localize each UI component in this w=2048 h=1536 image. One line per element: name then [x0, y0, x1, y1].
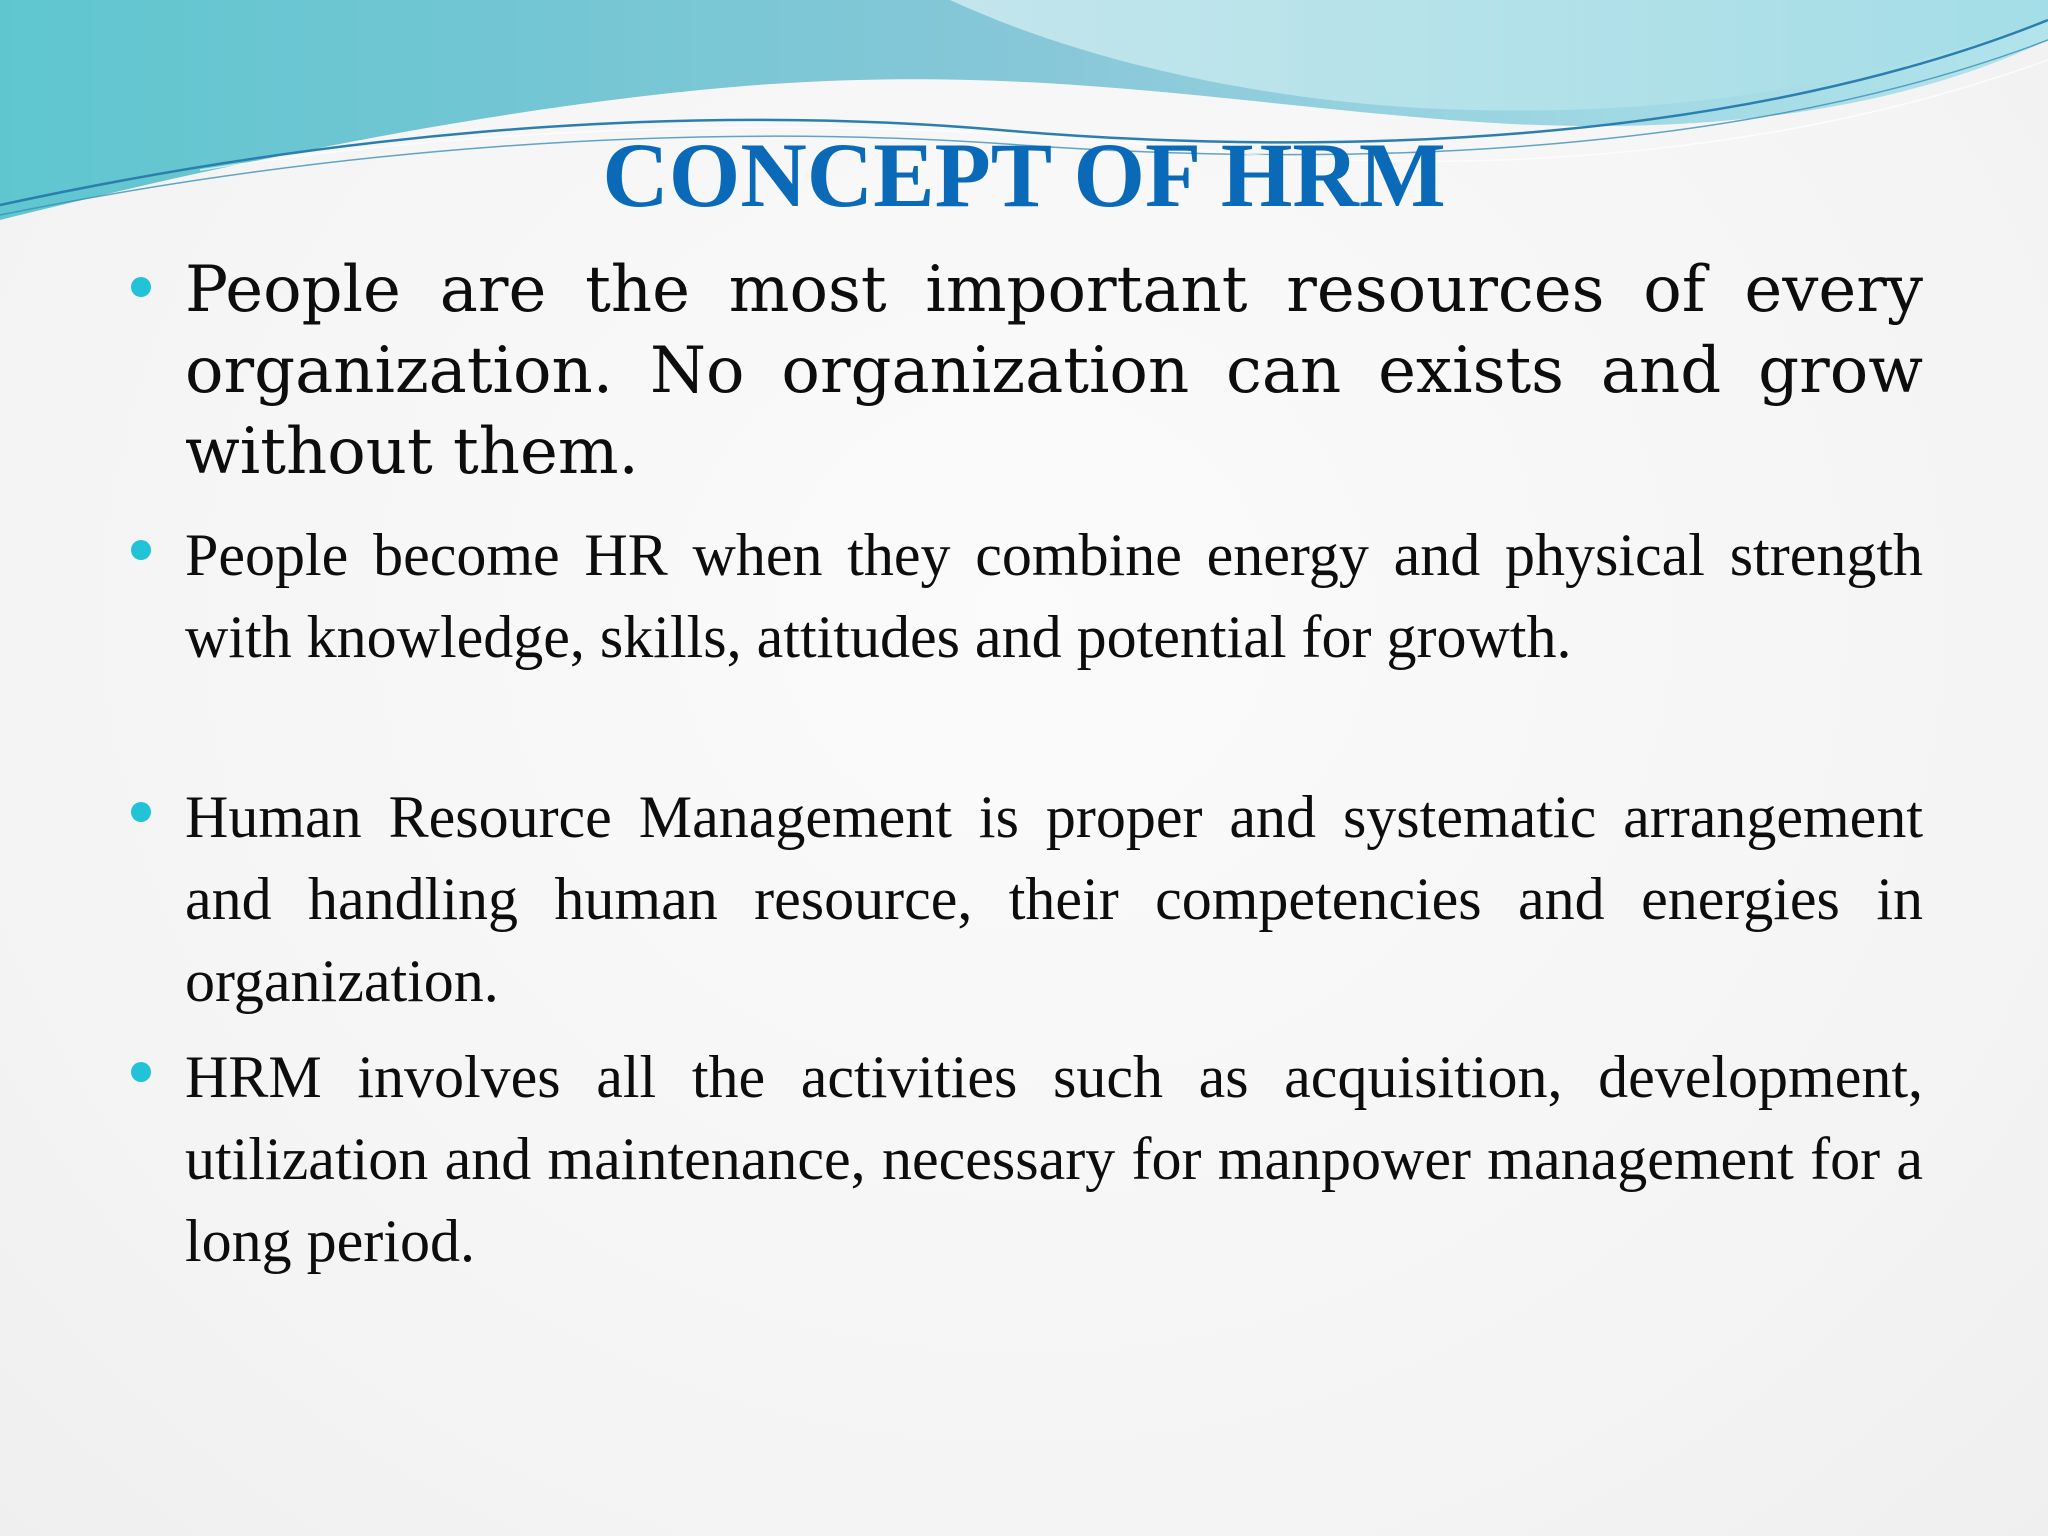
bullet-text: HRM involves all the activities such as acquisition, development, utilization and maintenance, necessary for manpower management for a long period. [185, 1044, 1923, 1274]
bullet-item [185, 514, 1923, 678]
bullet-text: People become HR when they combine energy and physical strength with knowledge, skills, attitudes and potential for growth. [185, 522, 1923, 670]
bullet-item [185, 776, 1923, 1022]
bullet-marker-icon [131, 540, 151, 560]
bullet-marker-icon [131, 1062, 151, 1082]
bullet-text: People are the most important resources of every organization. No organization can exists and grow without them. [185, 253, 1923, 489]
bullet-text: Human Resource Management is proper and systematic arrangement and handling human resource, their competencies and energies in organization. [185, 784, 1923, 1014]
bullet-item [185, 250, 1923, 493]
bullet-item [185, 1036, 1923, 1282]
bullet-marker-icon [131, 277, 151, 297]
slide-title: CONCEPT OF HRM [602, 124, 1446, 226]
bullet-marker-icon [131, 802, 151, 822]
